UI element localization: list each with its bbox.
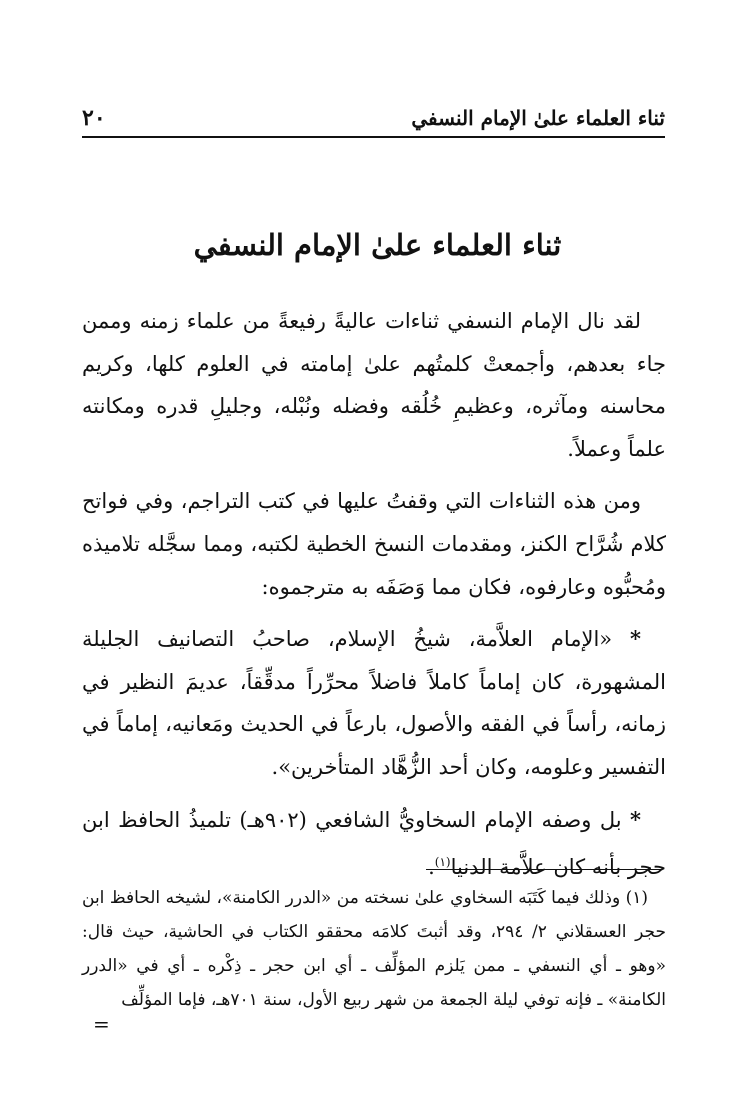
paragraph-1: لقد نال الإمام النسفي ثناءات عاليةً رفيعةً من علماء زمنه وممن جاء بعدهم، وأجمعتْ كلمتُهم علىٰ إمامته في العلوم كلها، وكريم محاسنه ومآثره، وعظيمِ خُلُقه وفضله ونُبْله، وجليلِ قدره ومكانته علماً وعملاً.: [82, 309, 666, 461]
paragraph-4: [82, 799, 666, 889]
body-text: [82, 300, 666, 889]
paragraph-3-text: «الإمام العلاَّمة، شيخُ الإسلام، صاحبُ التصانيف الجليلة المشهورة، كان إماماً كاملاً فاضلاً محرِّراً مدقِّقاً، عديمَ النظير في زمانه، رأساً في الفقه والأصول، بارعاً في الحديث ومَعانيه، إماماً في التفسير وعلومه، وكان أحد الزُّهَّاد المتأخرين».: [82, 627, 666, 779]
footnote-1: (١) وذلك فيما كَتَبَه السخاوي علىٰ نسخته من «الدرر الكامنة»، لشيخه الحافظ ابن حجر العسقلاني ٢/ ٢٩٤، وقد أثبتَ كلامَه محققو الكتاب في الحاشية، حيث قال: «وهو ـ أي النسفي ـ ممن يَلزم المؤلِّف ـ أي ابن حجر ـ ذِكْره ـ أي في «الدرر الكامنة» ـ فإنه توفي ليلة الجمعة من شهر ربيع الأول، سنة ٧٠١هـ، فإما المؤلِّف: [82, 888, 666, 1010]
paragraph-2: ومن هذه الثناءات التي وقفتُ عليها في كتب التراجم، وفي فواتح كلام شُرَّاح الكنز، ومقدمات النسخ الخطية لكتبه، ومما سجَّله تلاميذه ومُحبُّوه وعارفوه، فكان مما وَصَفَه به مترجموه:: [82, 489, 666, 599]
page-number: ٢٠: [82, 105, 106, 131]
page-header: [82, 100, 665, 138]
footnote-divider: [426, 869, 662, 870]
bullet-star-2: *: [630, 806, 641, 832]
section-title: ثناء العلماء علىٰ الإمام النسفي: [193, 228, 562, 262]
paragraph-3: [82, 618, 666, 788]
running-title: ثناء العلماء علىٰ الإمام النسفي: [411, 106, 665, 130]
footnote-continue-mark: =: [93, 1012, 110, 1036]
bullet-star-1: *: [630, 626, 641, 652]
paragraph-4-end: .: [428, 855, 435, 880]
paragraph-4-text: بل وصفه الإمام السخاويُّ الشافعي (٩٠٢هـ) تلميذُ الحافظ ابن حجر بأنه كان علاَّمة الدنيا: [82, 807, 666, 880]
footnote-reference[interactable]: (١): [434, 855, 451, 870]
footnotes: [82, 881, 666, 1017]
